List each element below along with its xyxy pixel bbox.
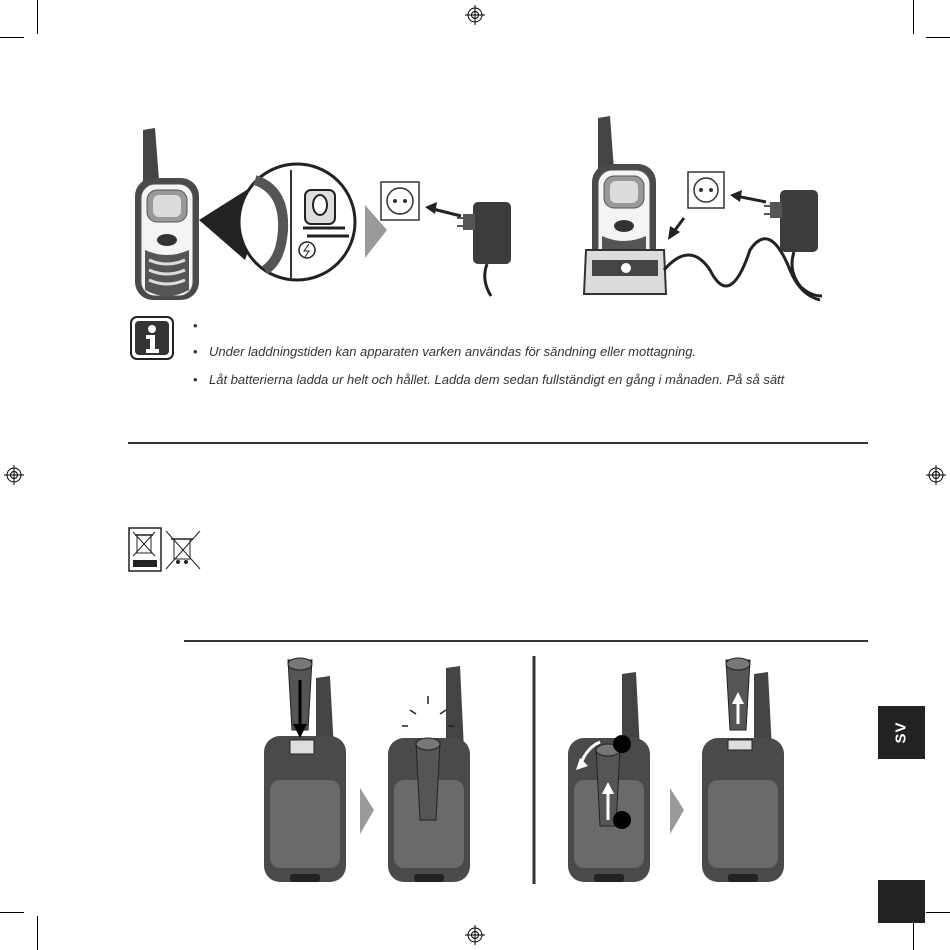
charging-illustration-left <box>125 110 535 310</box>
belt-clip-illustration <box>250 650 790 890</box>
weee-bin-icon <box>128 527 204 573</box>
section-divider <box>128 442 868 444</box>
note-line-2: • Under laddningstiden kan apparaten varken användas för sändning eller mottagning. <box>193 344 697 359</box>
note-line-3: • Låt batterierna ladda ur helt och hållet. Ladda dem sedan fullständigt en gång i månaden. På så sätt <box>193 372 785 387</box>
language-tab: SV <box>878 706 925 759</box>
page-number-box <box>878 880 925 923</box>
crop-mark <box>926 912 950 913</box>
crop-mark <box>0 912 24 913</box>
section-divider <box>184 640 868 642</box>
crop-mark <box>926 37 950 38</box>
crop-mark <box>37 916 38 950</box>
registration-mark-right <box>926 465 946 485</box>
registration-mark-bottom <box>465 925 485 945</box>
registration-mark-top <box>465 5 485 25</box>
charging-illustration-right <box>580 110 840 310</box>
crop-mark <box>37 0 38 34</box>
registration-mark-left <box>4 465 24 485</box>
note-line-1: • <box>193 318 198 333</box>
crop-mark <box>913 0 914 34</box>
crop-mark <box>0 37 24 38</box>
info-icon <box>130 316 174 360</box>
